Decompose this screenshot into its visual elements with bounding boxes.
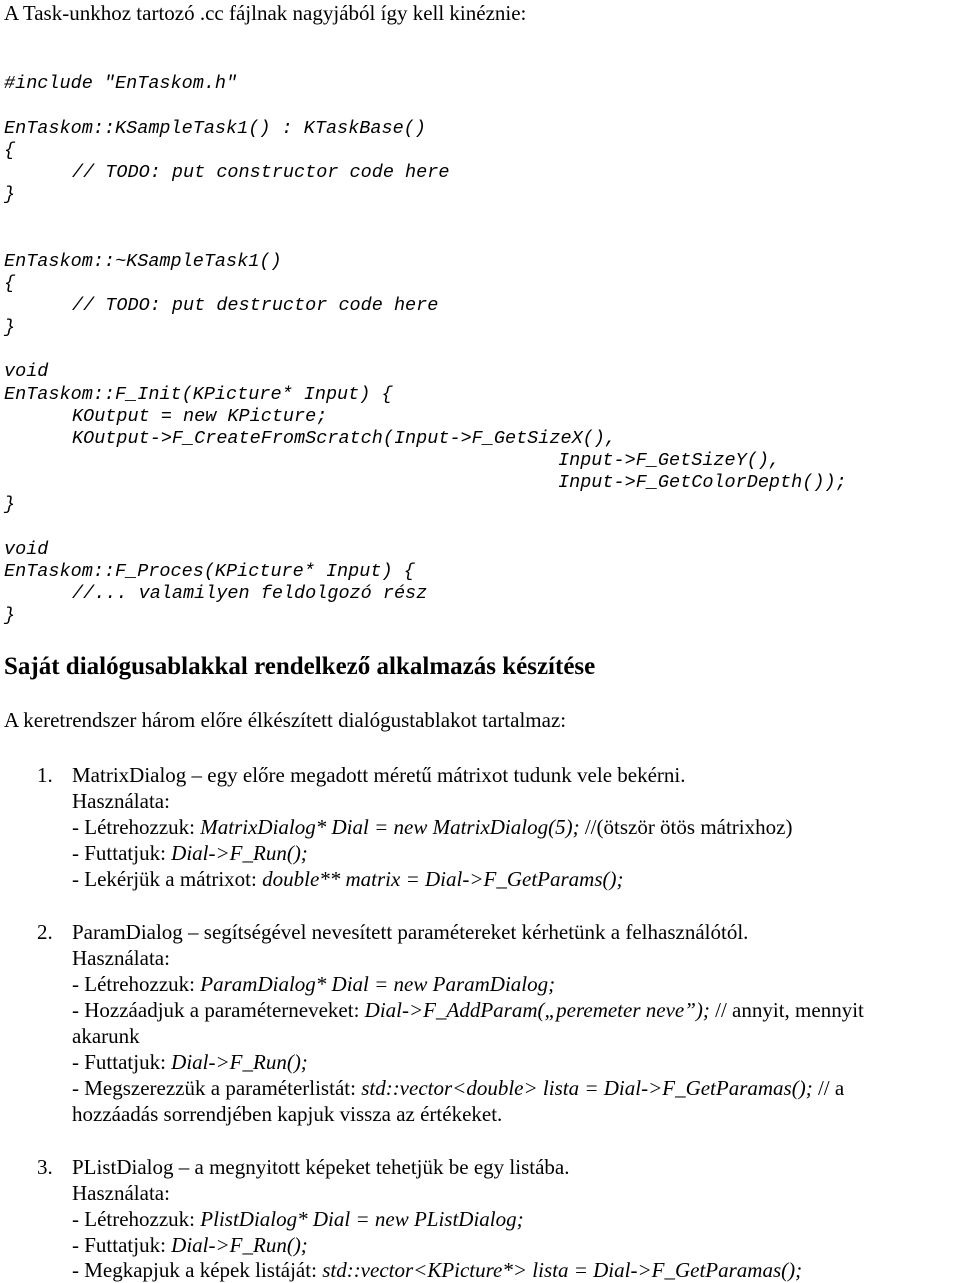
code-line: // TODO: put constructor code here: [72, 162, 450, 183]
code-line: EnTaskom::KSampleTask1() : KTaskBase(): [4, 118, 426, 139]
usage-line: hozzáadás sorrendjében kapjuk vissza az értékeket.: [72, 1102, 503, 1126]
list-item-title: ParamDialog – segítségével nevesített paramétereket kérhetünk a felhasználótól.: [72, 920, 749, 944]
code-line: }: [4, 605, 16, 626]
code-line: }: [4, 494, 16, 515]
code-line: EnTaskom::F_Proces(KPicture* Input) {: [4, 561, 415, 582]
usage-line: - Létrehozzuk: MatrixDialog* Dial = new MatrixDialog(5); //(ötször ötös mátrixhoz): [72, 815, 793, 839]
usage-line: - Futtatjuk: Dial->F_Run();: [72, 841, 308, 865]
code-line: }: [4, 184, 16, 205]
code-line: //... valamilyen feldolgozó rész: [72, 583, 428, 604]
list-number: 2.: [37, 920, 53, 944]
code-line: void: [4, 539, 49, 560]
usage-line: - Megszerezzük a paraméterlistát: std::vector<double> lista = Dial->F_GetParamas(); // a: [72, 1076, 845, 1100]
usage-line: - Megkapjuk a képek listáját: std::vector<KPicture*> lista = Dial->F_GetParamas();: [72, 1258, 803, 1282]
usage-line: - Futtatjuk: Dial->F_Run();: [72, 1050, 308, 1074]
list-item-title: PListDialog – a megnyitott képeket tehetjük be egy listába.: [72, 1155, 570, 1179]
code-line: }: [4, 317, 16, 338]
code-line: {: [4, 273, 16, 294]
usage-line: - Létrehozzuk: PlistDialog* Dial = new PListDialog;: [72, 1207, 524, 1231]
section-heading: Saját dialógusablakkal rendelkező alkalmazás készítése: [4, 653, 596, 680]
list-item-title: MatrixDialog – egy előre megadott méretű mátrixot tudunk vele bekérni.: [72, 763, 686, 787]
usage-label: Használata:: [72, 1181, 170, 1205]
code-line: // TODO: put destructor code here: [72, 295, 439, 316]
code-line: EnTaskom::~KSampleTask1(): [4, 251, 282, 272]
intro-text: A Task-unkhoz tartozó .cc fájlnak nagyjából így kell kinéznie:: [4, 1, 527, 25]
list-number: 3.: [37, 1155, 53, 1179]
code-line: void: [4, 361, 49, 382]
list-number: 1.: [37, 763, 53, 787]
code-line: EnTaskom::F_Init(KPicture* Input) {: [4, 384, 393, 405]
usage-label: Használata:: [72, 946, 170, 970]
usage-label: Használata:: [72, 789, 170, 813]
usage-line: - Hozzáadjuk a paraméterneveket: Dial->F_AddParam(„peremeter neve”); // annyit, mennyit: [72, 998, 864, 1022]
code-line: #include "EnTaskom.h": [4, 73, 238, 94]
usage-line: - Lekérjük a mátrixot: double** matrix = Dial->F_GetParams();: [72, 867, 624, 891]
code-line: KOutput = new KPicture;: [72, 406, 328, 427]
lead-paragraph: A keretrendszer három előre élkészített dialógustablakot tartalmaz:: [4, 708, 567, 732]
usage-line: - Futtatjuk: Dial->F_Run();: [72, 1233, 308, 1257]
code-line: KOutput->F_CreateFromScratch(Input->F_GetSizeX(),: [72, 428, 616, 449]
code-line: Input->F_GetColorDepth());: [558, 472, 847, 493]
usage-line: akarunk: [72, 1024, 140, 1048]
usage-line: - Létrehozzuk: ParamDialog* Dial = new ParamDialog;: [72, 972, 556, 996]
code-line: Input->F_GetSizeY(),: [558, 450, 781, 471]
code-line: {: [4, 140, 16, 161]
